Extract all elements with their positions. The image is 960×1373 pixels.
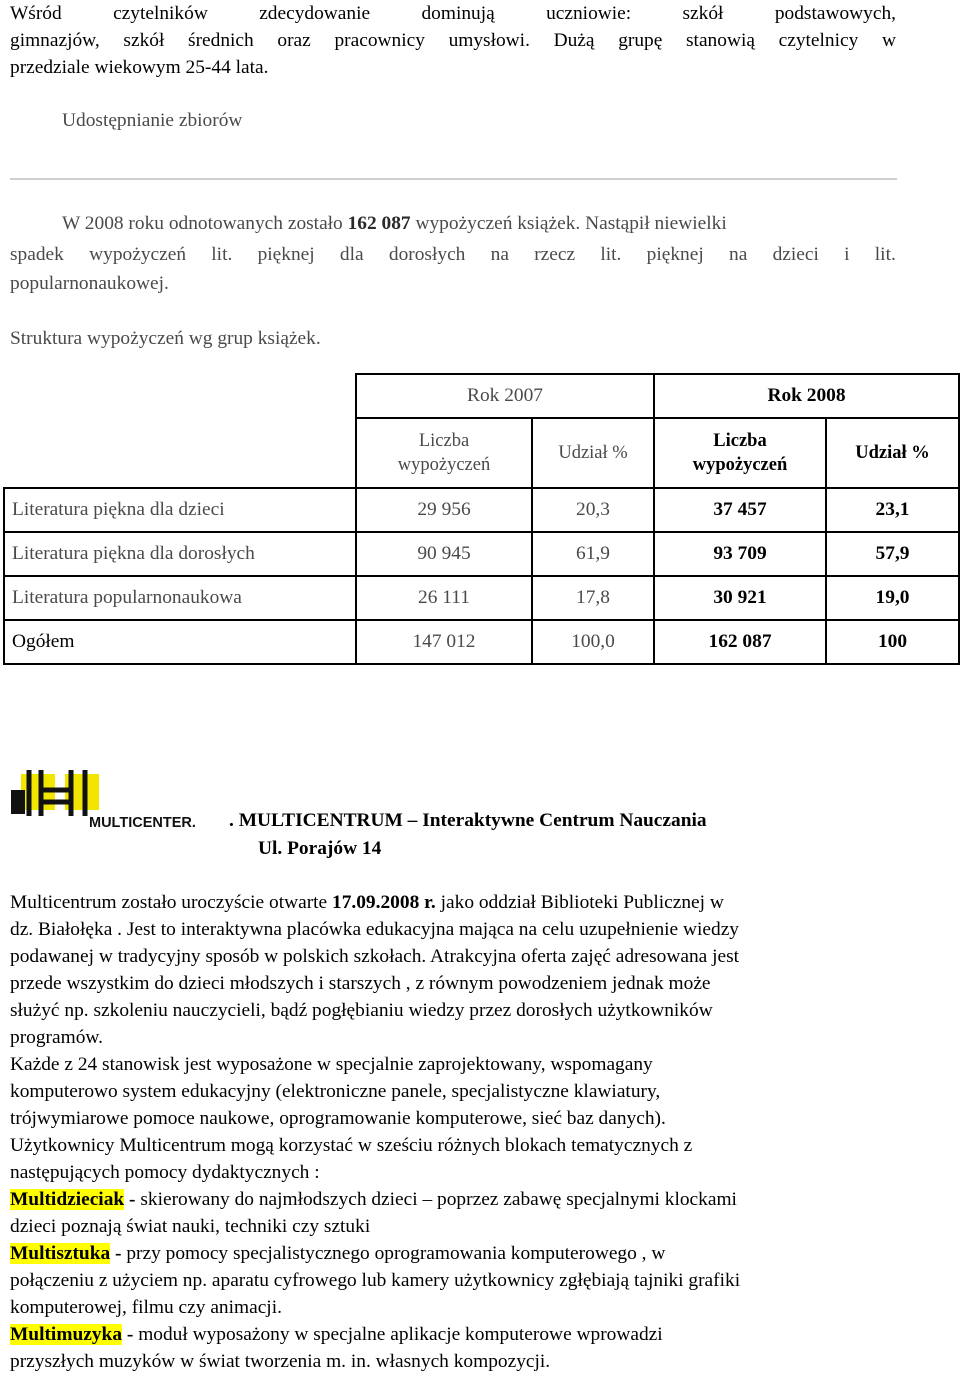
word: grupę — [618, 30, 663, 51]
count-2008-cell: 30 921 — [654, 576, 826, 620]
count-2008-header: Liczba wypożyczeń — [654, 418, 826, 488]
row-label: Literatura piękna dla dorosłych — [4, 532, 356, 576]
text-line: przyszłych muzyków w świat tworzenia m. in. własnych kompozycji. — [10, 1351, 551, 1372]
share-2008-cell: 57,9 — [826, 532, 959, 576]
text-line: przede wszystkim do dzieci młodszych i starszych , z równym powodzeniem jednak może — [10, 973, 711, 994]
word: dzieci — [772, 244, 819, 265]
row-label: Literatura piękna dla dzieci — [4, 488, 356, 532]
horizontal-rule — [10, 178, 897, 180]
intro-line-2 — [10, 30, 896, 52]
word: czytelników — [113, 3, 208, 24]
word: pięknej — [646, 244, 704, 265]
multicentrum-heading: . MULTICENTRUM – Interaktywne Centrum Nauczania — [229, 810, 707, 831]
table-caption: Struktura wypożyczeń wg grup książek. — [10, 328, 321, 349]
count-2007-cell: 90 945 — [356, 532, 532, 576]
multicenter-logo-graphic — [9, 768, 229, 830]
text-line: podawanej w tradycyjny sposób w polskich szkołach. Atrakcyjna oferta zajęć adresowana jest — [10, 946, 740, 967]
table-row — [4, 576, 959, 620]
word: wypożyczeń — [89, 244, 187, 265]
text-line: następujących pomocy dydaktycznych : — [10, 1162, 320, 1183]
loans-line-1: W 2008 roku odnotowanych zostało 162 087 wypożyczeń książek. Nastąpił niewielki — [62, 213, 727, 234]
word: umysłowi. — [448, 30, 530, 51]
multicentrum-line-1: Multicentrum zostało uroczyście otwarte 17.09.2008 r. jako oddział Biblioteki Publicznej w — [10, 892, 724, 913]
word: podstawowych, — [774, 3, 896, 24]
section-heading: Udostępnianie zbiorów — [62, 110, 243, 131]
block-multisztuka: Multisztuka - przy pomocy specjalistycznego oprogramowania komputerowego , w — [10, 1243, 666, 1264]
word: dorosłych — [388, 244, 466, 265]
empty-corner-cell — [4, 374, 356, 488]
row-label: Ogółem — [4, 620, 356, 664]
share-2008-cell: 23,1 — [826, 488, 959, 532]
word: Wśród — [10, 3, 62, 24]
text-line: służyć np. szkoleniu nauczycieli, bądź pogłębianiu wiedzy przez dorosłych użytkowników — [10, 1000, 713, 1021]
text-line: Użytkownicy Multicentrum mogą korzystać w sześciu różnych blokach tematycznych z — [10, 1135, 693, 1156]
table-row — [4, 532, 959, 576]
word: spadek — [10, 244, 64, 265]
word: gimnazjów, — [10, 30, 100, 51]
share-2007-header: Udział % — [532, 418, 654, 488]
loans-line-2 — [10, 244, 896, 266]
word: lit. — [600, 244, 622, 265]
year-2007-header: Rok 2007 — [356, 374, 654, 418]
word: uczniowie: — [546, 3, 632, 24]
text-line: dz. Białołęka . Jest to interaktywna placówka edukacyjna mająca na celu uzupełnienie wiedzy — [10, 919, 740, 940]
count-2008-cell: 162 087 — [654, 620, 826, 664]
intro-line-3: przedziale wiekowym 25-44 lata. — [10, 57, 269, 78]
text-line: komputerowo system edukacyjny (elektroniczne panele, specjalistyczne klawiatury, — [10, 1081, 661, 1102]
share-2008-cell: 100 — [826, 620, 959, 664]
word: lit. — [874, 244, 896, 265]
word: czytelnicy — [778, 30, 859, 51]
share-2007-cell: 61,9 — [532, 532, 654, 576]
count-2008-cell: 93 709 — [654, 532, 826, 576]
count-2007-cell: 147 012 — [356, 620, 532, 664]
share-2007-cell: 17,8 — [532, 576, 654, 620]
word: szkół — [123, 30, 165, 51]
word: dominują — [421, 3, 495, 24]
word: zdecydowanie — [259, 3, 371, 24]
word: oraz — [277, 30, 311, 51]
word: pięknej — [257, 244, 315, 265]
word: szkół — [682, 3, 724, 24]
word: na — [490, 244, 509, 265]
count-2007-header: Liczba wypożyczeń — [356, 418, 532, 488]
word: średnich — [188, 30, 254, 51]
text-line: komputerowej, filmu czy animacji. — [10, 1297, 282, 1318]
word: rzecz — [534, 244, 576, 265]
text-line: połączeniu z użyciem np. aparatu cyfrowego lub kamery użytkownicy zgłębiają tajniki grafiki — [10, 1270, 741, 1291]
word: i — [844, 244, 850, 265]
count-2008-cell: 37 457 — [654, 488, 826, 532]
row-label: Literatura popularnonaukowa — [4, 576, 356, 620]
loans-line-3: popularnonaukowej. — [10, 273, 169, 294]
year-2008-header: Rok 2008 — [654, 374, 959, 418]
text-line: trójwymiarowe pomoce naukowe, oprogramowanie komputerowe, sieć baz danych). — [10, 1108, 666, 1129]
block-multidzieciak: Multidzieciak - skierowany do najmłodszych dzieci – poprzez zabawę specjalnymi klockami — [10, 1189, 737, 1210]
share-2008-header: Udział % — [826, 418, 959, 488]
table-row — [4, 488, 959, 532]
multicenter-logo — [9, 768, 229, 830]
count-2007-cell: 26 111 — [356, 576, 532, 620]
block-name: Multidzieciak — [10, 1189, 125, 1210]
loans-table — [3, 373, 960, 665]
block-multimuzyka: Multimuzyka - moduł wyposażony w specjalne aplikacje komputerowe wprowadzi — [10, 1324, 663, 1345]
logo-wordmark: MULTICENTER. — [89, 815, 196, 830]
word: Dużą — [553, 30, 595, 51]
count-2007-cell: 29 956 — [356, 488, 532, 532]
word: dla — [339, 244, 364, 265]
multicentrum-address: Ul. Porajów 14 — [258, 838, 382, 859]
block-name: Multisztuka — [10, 1243, 111, 1264]
word: pracownicy — [334, 30, 425, 51]
share-2007-cell: 100,0 — [532, 620, 654, 664]
share-2007-cell: 20,3 — [532, 488, 654, 532]
logo-mark — [11, 770, 99, 816]
year-header-row — [4, 374, 959, 418]
word: w — [881, 30, 896, 51]
text-line: Każde z 24 stanowisk jest wyposażone w specjalnie zaprojektowany, wspomagany — [10, 1054, 653, 1075]
word: stanowią — [686, 30, 755, 51]
share-2008-cell: 19,0 — [826, 576, 959, 620]
word: na — [729, 244, 748, 265]
intro-line-1 — [10, 3, 896, 25]
word: lit. — [211, 244, 233, 265]
table-total-row — [4, 620, 959, 664]
text-line: programów. — [10, 1027, 103, 1048]
text-line: dzieci poznają świat nauki, techniki czy sztuki — [10, 1216, 371, 1237]
block-name: Multimuzyka — [10, 1324, 123, 1345]
